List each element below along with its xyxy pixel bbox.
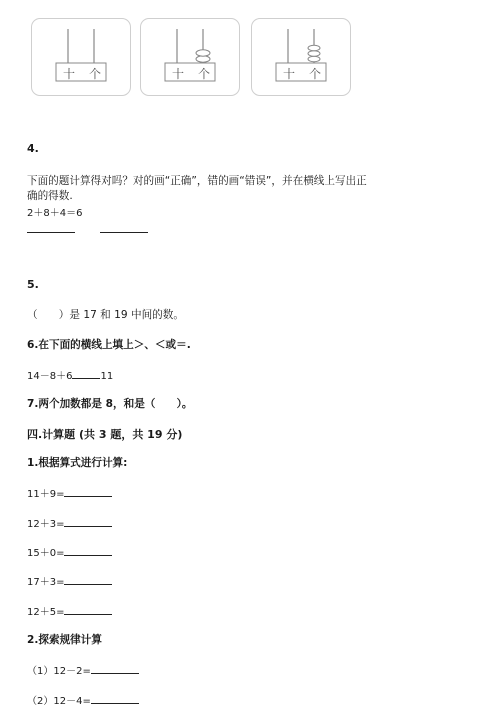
calc1-item [27,603,112,618]
q4-instruction-line2: 确的得数. [27,190,73,202]
calc2-expr: （2）12－4= [27,696,91,707]
q4-answer-blank-1[interactable] [27,231,75,233]
calc1-answer-blank[interactable] [64,545,112,556]
q4-number: 4. [27,142,39,155]
abacus-card-1 [31,18,131,96]
calc1-item [27,485,112,500]
calc1-expr: 12＋5= [27,607,65,618]
q4-equation: 2＋8＋4＝6 [27,208,83,219]
q6-expr-right: 11 [100,371,114,382]
abacus-label-ones: 个 [198,67,211,81]
abacus-label-tens: 十 [63,67,76,81]
q4-instruction-line1: 下面的题计算得对吗？对的画“正确”，错的画“错误”，并在横线上写出正 [27,175,367,187]
calc1-title: 1.根据算式进行计算: [27,457,128,469]
abacus-label-ones: 个 [309,67,322,81]
abacus-figure-2 [141,19,239,95]
calc1-answer-blank[interactable] [64,486,112,497]
calc2-answer-blank[interactable] [91,663,139,674]
abacus-card-2 [140,18,240,96]
calc1-answer-blank[interactable] [64,604,112,615]
calc1-expr: 17＋3= [27,577,65,588]
calc2-item [27,662,139,677]
abacus-card-3 [251,18,351,96]
abacus-figure-3 [252,19,350,95]
calc1-expr: 11＋9= [27,489,65,500]
calc2-item [27,692,139,707]
q6-title: 6.在下面的横线上填上＞、＜或＝. [27,339,191,351]
calc2-title: 2.探索规律计算 [27,634,102,646]
abacus-label-ones: 个 [89,67,102,81]
q4-answer-blank-2[interactable] [100,231,148,233]
calc2-answer-blank[interactable] [91,693,139,704]
abacus-label-tens: 十 [172,67,185,81]
calc2-expr: （1）12－2= [27,666,91,677]
q6-expression [27,367,113,382]
abacus-figure-1 [32,19,130,95]
q6-answer-blank[interactable] [72,368,100,379]
abacus-label-tens: 十 [283,67,296,81]
section4-heading: 四.计算题 (共 3 题，共 19 分) [27,428,183,441]
q7-title: 7.两个加数都是 8，和是（ ）。 [27,398,193,410]
calc1-expr: 15＋0= [27,548,65,559]
calc1-expr: 12＋3= [27,519,65,530]
calc1-item [27,515,112,530]
q5-number: 5. [27,278,39,291]
q6-expr-left: 14－8＋6 [27,371,73,382]
calc1-item [27,573,112,588]
calc1-answer-blank[interactable] [64,574,112,585]
calc1-item [27,544,112,559]
q5-text: （ ）是 17 和 19 中间的数。 [27,309,184,321]
calc1-answer-blank[interactable] [64,516,112,527]
